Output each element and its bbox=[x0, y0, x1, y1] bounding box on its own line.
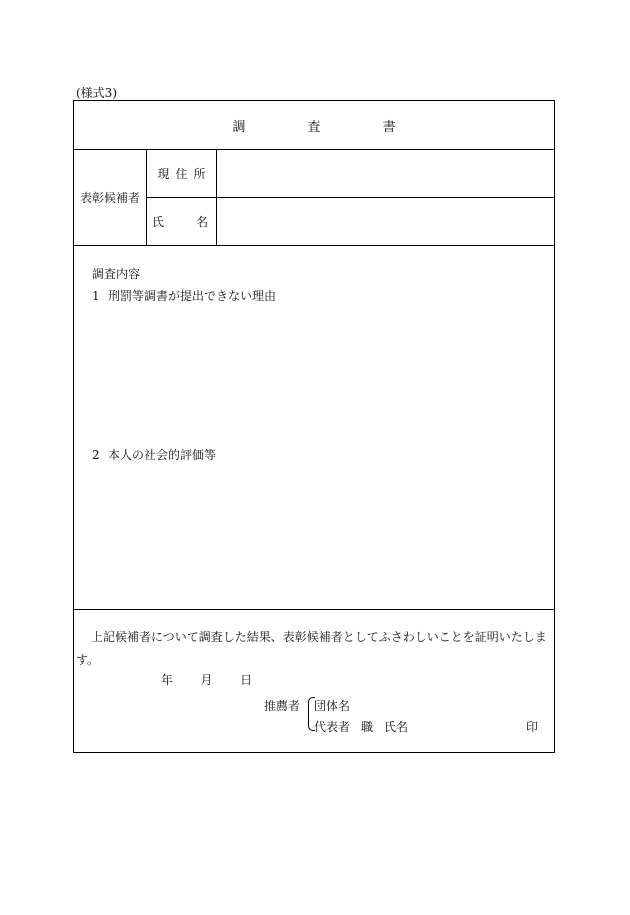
org-name-label[interactable]: 団体名 bbox=[314, 699, 351, 713]
content-item-2-number: 2 bbox=[92, 448, 100, 462]
nominee-label: 表彰候補者 bbox=[79, 190, 140, 205]
content-section-divider bbox=[74, 609, 554, 610]
address-field[interactable] bbox=[217, 150, 554, 197]
recommender-label: 推薦者 bbox=[264, 699, 301, 713]
representative-title-label[interactable]: 職 bbox=[361, 720, 374, 734]
name-label bbox=[147, 198, 216, 245]
content-heading: 調査内容 bbox=[92, 267, 141, 281]
content-item-1-number: 1 bbox=[92, 289, 100, 303]
content-item-2[interactable] bbox=[92, 446, 216, 463]
name-field[interactable] bbox=[217, 198, 554, 245]
name-label-left: 氏 bbox=[152, 215, 165, 229]
title-char-1: 調 bbox=[232, 119, 246, 135]
title-char-2: 査 bbox=[307, 119, 321, 135]
form-title bbox=[74, 101, 554, 149]
investigation-form bbox=[73, 100, 555, 753]
name-label-right: 名 bbox=[195, 215, 208, 229]
seal-label: 印 bbox=[526, 720, 539, 734]
content-item-1[interactable] bbox=[92, 287, 276, 304]
nominee-section-divider bbox=[74, 245, 554, 246]
content-item-1-text: 刑罰等調書が提出できない理由 bbox=[108, 289, 277, 303]
form-number: (様式3) bbox=[76, 86, 117, 100]
content-item-2-text: 本人の社会的評価等 bbox=[108, 448, 217, 462]
date-year-label: 年 bbox=[160, 673, 173, 687]
title-char-3: 書 bbox=[382, 119, 396, 135]
representative-label: 代表者 bbox=[314, 720, 351, 734]
certification-text: 上記候補者について調査した結果、表彰候補者としてふさわしいことを証明いたします。 bbox=[76, 630, 547, 667]
address-label: 現住所 bbox=[157, 167, 212, 181]
representative-name-label[interactable]: 氏名 bbox=[384, 720, 409, 734]
date-day-label: 日 bbox=[240, 673, 253, 687]
date-month-label: 月 bbox=[200, 673, 213, 687]
date-row[interactable] bbox=[137, 671, 252, 688]
